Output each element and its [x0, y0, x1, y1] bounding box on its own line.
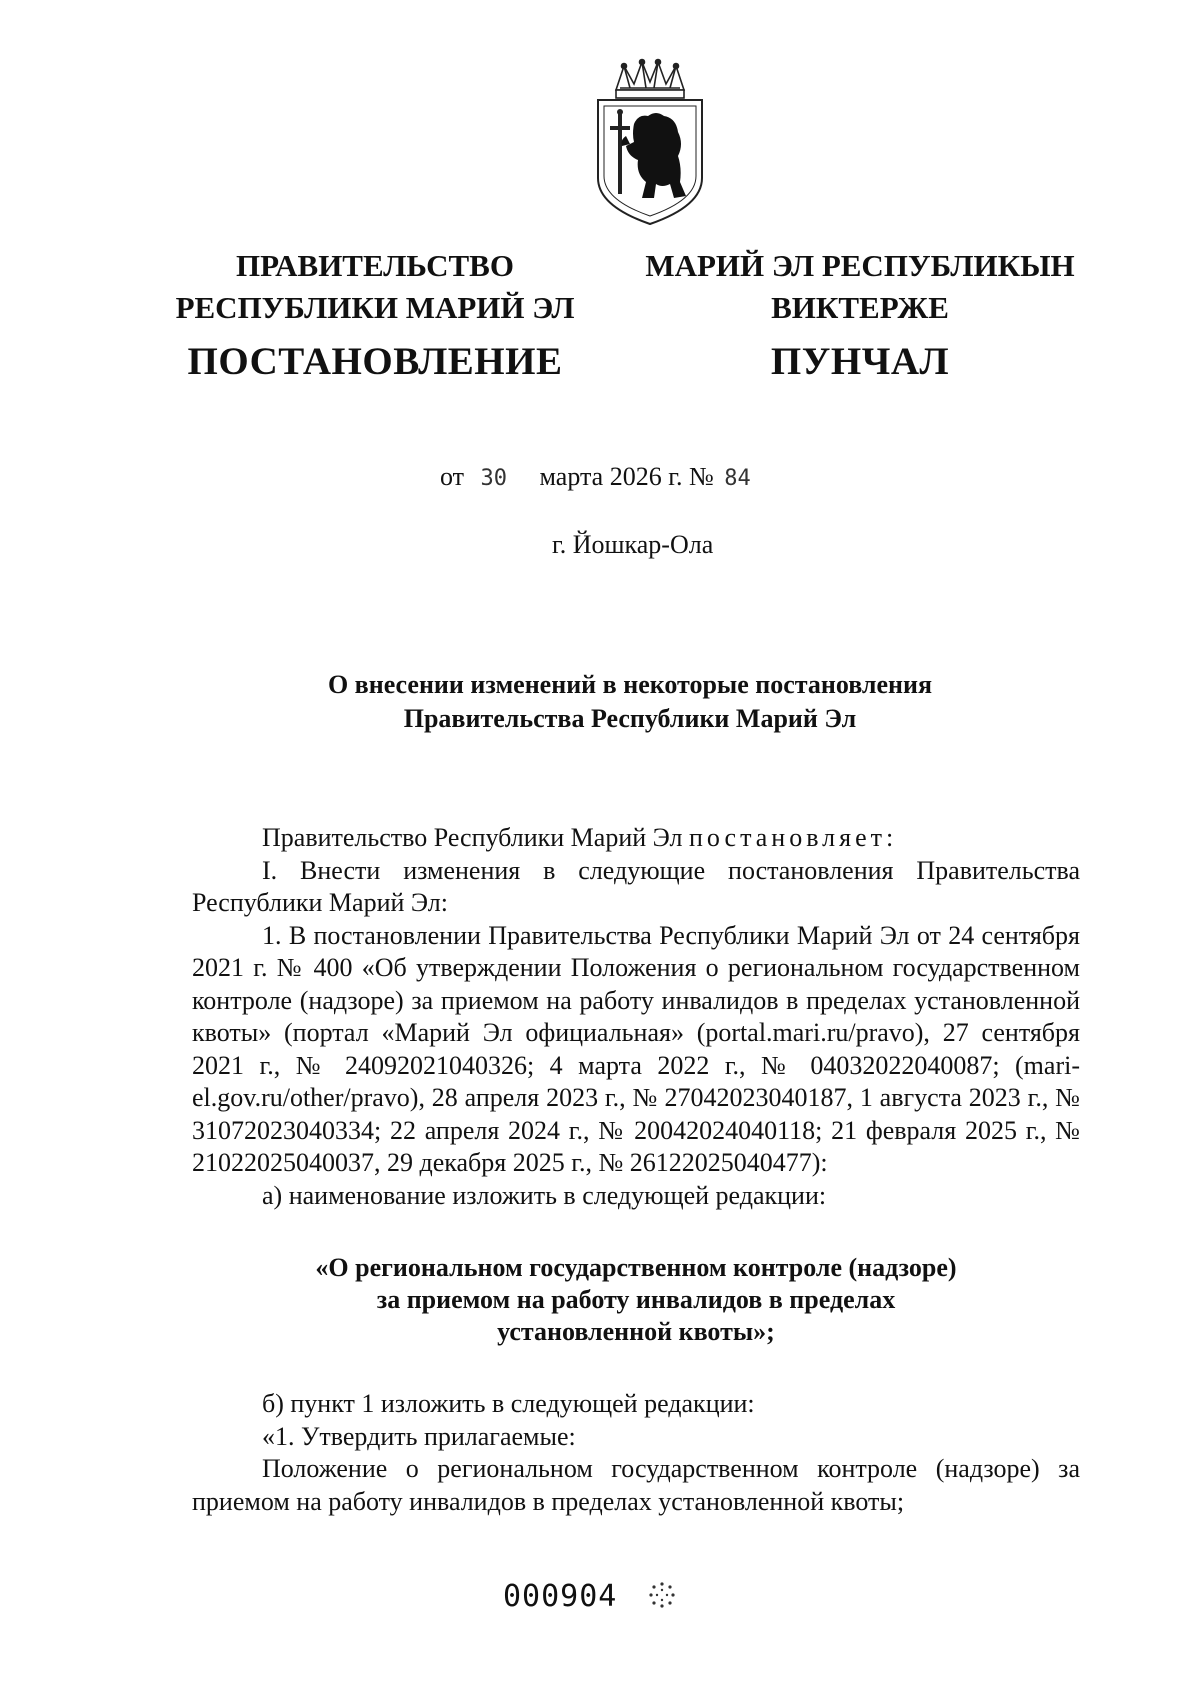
date-prefix: от [440, 462, 465, 491]
title-line1: О внесении изменений в некоторые постановления [327, 670, 933, 699]
government-name-line1: ПРАВИТЕЛЬСТВО [236, 248, 514, 283]
intro-spaced: постановляет: [688, 823, 898, 852]
document-type-mari: ПУНЧАЛ [770, 340, 950, 383]
date-day: 30 [480, 466, 508, 491]
government-name-line2: РЕСПУБЛИКИ МАРИЙ ЭЛ [175, 290, 575, 325]
document-body [192, 822, 1080, 1518]
government-name-mari-line2: ВИКТЕРЖЕ [771, 290, 949, 325]
date-line [440, 462, 751, 492]
document-number: 84 [724, 466, 751, 491]
coat-of-arms-icon [590, 58, 710, 228]
paragraph-approve: «1. Утвердить прилагаемые: [262, 1421, 576, 1451]
title-line2: Правительства Республики Марий Эл [403, 704, 857, 733]
new-title-quote [192, 1252, 1080, 1348]
document-type: ПОСТАНОВЛЕНИЕ [187, 340, 563, 383]
serial-number: 000904 [503, 1579, 618, 1614]
document-title [180, 668, 1080, 736]
quote-line3: установленной квоты»; [497, 1317, 775, 1346]
header-right [630, 245, 1090, 387]
asterisk-ornament-icon [648, 1581, 676, 1609]
city: г. Йошкар-Ола [552, 530, 714, 559]
intro-prefix: Правительство Республики Марий Эл [262, 823, 683, 852]
paragraph-2: 1. В постановлении Правительства Республики Марий Эл от 24 сентября 2021 г. № 400 «Об утверждении Положения о региональном государственном контроле (надзоре) за приемом на работу инвалидов в пределах установленной квоты» (портал «Марий Эл официальная» (portal.mari.ru/pravo), 27 сентября 2021 г., № 24092021040326; 4 марта 2022 г., № 04032022040087; (mari-el.gov.ru/other/pravo), 28 апреля 2023 г., № 27042023040187, 1 августа 2023 г., № 31072023040334; 22 апреля 2024 г., № 20042024040118; 21 февраля 2025 г., № 21022025040037, 29 декабря 2025 г., № 26122025040477): [192, 920, 1080, 1177]
header-left [150, 245, 600, 387]
quote-line2: за приемом на работу инвалидов в пределах [376, 1285, 896, 1314]
paragraph-1: I. Внести изменения в следующие постановления Правительства Республики Марий Эл: [192, 855, 1080, 917]
paragraph-a: а) наименование изложить в следующей редакции: [262, 1180, 827, 1210]
paragraph-regulation: Положение о региональном государственном контроле (надзоре) за приемом на работу инвалидов в пределах установленной квоты; [192, 1454, 1080, 1516]
government-name-mari-line1: МАРИЙ ЭЛ РЕСПУБЛИКЫН [645, 248, 1075, 283]
quote-line1: «О региональном государственном контроле (надзоре) [315, 1253, 957, 1282]
intro-paragraph [192, 822, 1080, 855]
paragraph-b: б) пункт 1 изложить в следующей редакции: [262, 1389, 755, 1418]
date-month-year: марта 2026 г. № [539, 462, 714, 491]
